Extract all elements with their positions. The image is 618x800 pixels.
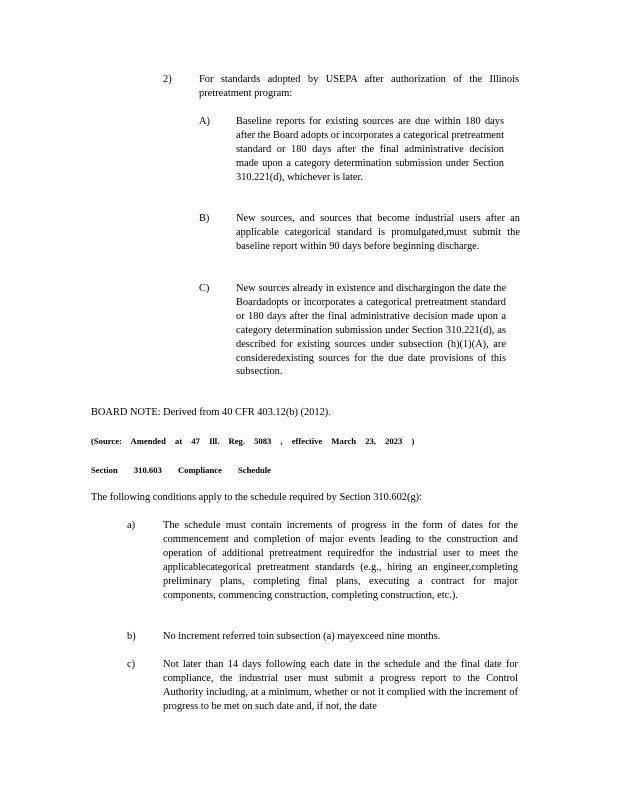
item-C-marker: C) xyxy=(199,283,210,294)
item-a-marker: a) xyxy=(127,520,136,531)
section-heading: Section 310.603 Compliance Schedule xyxy=(91,465,271,475)
intro-paragraph: The following conditions apply to the schedule required by Section 310.602(g): xyxy=(91,492,422,503)
board-note: BOARD NOTE: Derived from 40 CFR 403.12(b) (2012). xyxy=(91,407,331,418)
item-A-text: Baseline reports for existing sources are due within 180 days after the Board adopts or incorporates a categorical pretreatment standard or 180 days after the final administrative decision made upon a category determination submission under Section 310.221(d), whichever is later. xyxy=(236,116,504,183)
item-c-text: Not later than 14 days following each date in the schedule and the final date for compliance, the industrial user must submit a progress report to the Control Authority including, at a minimum, whether or not it complied with the increment of progress to be met on such date and, if not, the date xyxy=(163,659,518,712)
item-b-marker: b) xyxy=(127,631,136,642)
item-b-text: No increment referred toin subsection (a) mayexceed nine months. xyxy=(163,631,441,642)
item-a-text: The schedule must contain increments of progress in the form of dates for the commencement and completion of major events leading to the construction and operation of additional pretreatment requiredfor the industrial user to meet the applicablecategorical pretreatment standards (e.g., hiring an engineer,completing preliminary plans, completing final plans, executing a contract for major components, commencing construction, completing construction, etc.). xyxy=(163,520,518,601)
item-2-marker: 2) xyxy=(163,74,172,85)
source-note: (Source: Amended at 47 Ill. Reg. 5083 , effective March 23, 2023 ) xyxy=(91,436,415,446)
item-B-marker: B) xyxy=(199,213,210,224)
item-c-marker: c) xyxy=(127,659,136,670)
item-2-text: For standards adopted by USEPA after authorization of the Illinois pretreatment program: xyxy=(199,74,519,99)
item-B-text: New sources, and sources that become industrial users after an applicable categorical standard is promulgated,must submit the baseline report within 90 days before beginning discharge. xyxy=(236,213,520,252)
item-C-text: New sources already in existence and dischargingon the date the Boardadopts or incorporates a categorical pretreatment standard or 180 days after the final administrative decision made upon a category determination submission under Section 310.221(d), as described for existing sources under subsection (h)(1)(A), are consideredexisting sources for the due date provisions of this subsection. xyxy=(236,283,506,378)
item-A-marker: A) xyxy=(199,116,210,127)
